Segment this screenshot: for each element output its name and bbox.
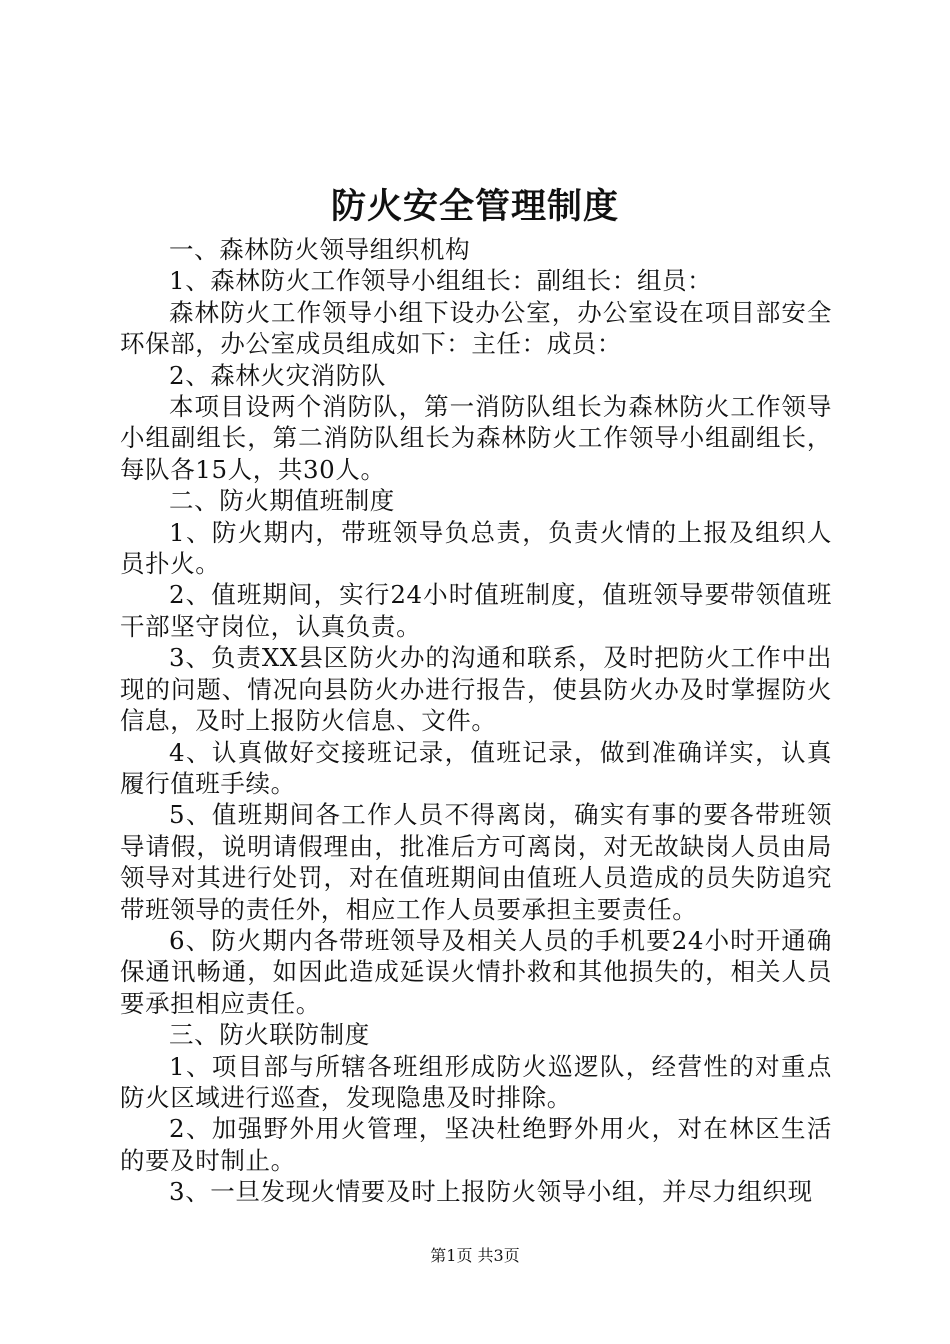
page-number-footer: 第1页 共3页 — [430, 1246, 520, 1265]
section-heading: 一、森林防火领导组织机构 — [169, 235, 471, 264]
paragraph: 5、值班期间各工作人员不得离岗，确实有事的要各带班领导请假，说明请假理由，批准后方可离岗，对无故缺岗人员由局领导对其进行处罚，对在值班期间由值班人员造成的员失防追究带班领导的责任外，相应工作人员要承担主要责任。 — [120, 800, 832, 924]
paragraph: 4、认真做好交接班记录，值班记录，做到准确详实，认真履行值班手续。 — [120, 737, 832, 798]
paragraph: 森林防火工作领导小组下设办公室，办公室设在项目部安全环保部，办公室成员组成如下：主任：成员： — [120, 297, 832, 359]
paragraph: 2、森林火灾消防队 — [169, 360, 386, 390]
paragraph: 3、负责XX县区防火办的沟通和联系，及时把防火工作中出现的问题、情况向县防火办进行报告，使县防火办及时掌握防火信息，及时上报防火信息、文件。 — [120, 643, 832, 736]
paragraph: 3、一旦发现火情要及时上报防火领导小组，并尽力组织现 — [169, 1177, 813, 1207]
document-title: 防火安全管理制度 — [330, 186, 619, 227]
section-heading: 三、防火联防制度 — [169, 1020, 370, 1050]
paragraph: 2、加强野外用火管理，坚决杜绝野外用火，对在林区生活的要及时制止。 — [120, 1114, 832, 1175]
paragraph: 1、森林防火工作领导小组组长：副组长：组员： — [169, 266, 713, 296]
paragraph: 6、防火期内各带班领导及相关人员的手机要24小时开通确保通讯畅通，如因此造成延误火情扑救和其他损失的，相关人员要承担相应责任。 — [120, 925, 832, 1018]
document-body — [120, 234, 832, 1208]
paragraph: 本项目设两个消防队，第一消防队组长为森林防火工作领导小组副组长，第二消防队组长为森林防火工作领导小组副组长，每队各15人，共30人。 — [120, 392, 832, 484]
paragraph: 1、防火期内，带班领导负总责，负责火情的上报及组织人员扑火。 — [120, 517, 832, 579]
section-heading: 二、防火期值班制度 — [169, 486, 395, 516]
paragraph: 2、值班期间，实行24小时值班制度，值班领导要带领值班干部坚守岗位，认真负责。 — [120, 580, 832, 641]
paragraph: 1、项目部与所辖各班组形成防火巡逻队，经营性的对重点防火区域进行巡查，发现隐患及时排除。 — [120, 1051, 832, 1112]
